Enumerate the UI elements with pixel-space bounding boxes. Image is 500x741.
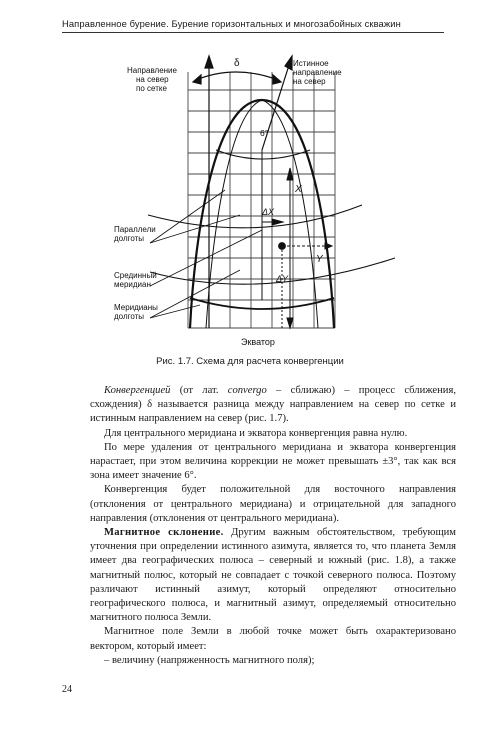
convergence-figure	[0, 0, 500, 370]
p1-part-a: (от лат.	[170, 385, 228, 396]
paragraph-2: Для центрального меридиана и экватора конвергенция равна нулю.	[104, 427, 408, 439]
body-text	[90, 384, 456, 668]
p5-text: Другим важным обстоятельством, требующим уточнения при определении истинного азимута, является то, что планета Земля имеет два географических полюса – северный и южный (рис. 1.8), а также магнитный полюс, который не совпадает с точкой северного полюса. Поэтому различают истинный азимут, который определяют относительно географического полюса, и магнитный азимут, определяемый относительно магнитного полюса Земли.	[90, 527, 456, 624]
paragraph-3: По мере удаления от центрального меридиана и экватора конвергенция нарастает, при этом величина коррекции не может превышать ±3°, так как вся зона имеет значение 6°.	[90, 441, 456, 482]
label-delta: δ	[234, 58, 240, 69]
paragraph-7: – величину (напряженность магнитного поля);	[104, 654, 315, 666]
label-dx: ΔX	[262, 207, 275, 217]
p1-part-b: – сближаю) – процесс сближения, схождения) δ называется разница между направлением на север по сетке и истинным направлением на север (рис. 1.7).	[90, 385, 456, 425]
label-central-meridian-2: меридиан	[114, 280, 151, 289]
paragraph-6: Магнитное поле Земли в любой точке может быть охарактеризовано вектором, который имеет:	[90, 626, 456, 652]
paragraph-5	[90, 526, 456, 625]
label-central-meridian-1: Срединный	[114, 271, 157, 280]
label-meridians-1: Меридианы	[114, 303, 158, 312]
label-parallels-1: Параллели	[114, 225, 156, 234]
label-grid-north-1: Направление	[127, 66, 177, 75]
label-y: Y	[316, 254, 323, 265]
latin-word: convergo	[227, 385, 267, 396]
label-dy: ΔY	[276, 274, 289, 284]
label-meridians-2: долготы	[114, 312, 145, 321]
label-true-north-1: Истинное	[293, 59, 329, 68]
label-true-north-2: направление	[293, 68, 342, 77]
paragraph-1	[90, 384, 456, 427]
page-number: 24	[62, 684, 72, 695]
label-x: X	[295, 184, 302, 195]
running-header: Направленное бурение. Бурение горизонтальных и многозабойных скважин	[62, 18, 444, 33]
figure-caption: Рис. 1.7. Схема для расчета конвергенции	[156, 356, 344, 367]
label-equator: Экватор	[241, 337, 275, 347]
paragraph-4: Конвергенция будет положительной для восточного направления (отклонения от центрального меридиана) и отрицательной для западного направления (отклонения от центрального меридиана).	[90, 484, 456, 524]
label-angle: 6°	[260, 128, 269, 138]
term-convergence: Конвергенцией	[104, 385, 171, 396]
label-parallels-2: долготы	[114, 234, 145, 243]
label-grid-north-3: по сетке	[136, 84, 167, 93]
label-true-north-3: на север	[293, 77, 326, 86]
leader-lines	[150, 190, 262, 318]
term-magnetic-declination: Магнитное склонение.	[104, 527, 224, 539]
label-grid-north-2: на север	[136, 75, 169, 84]
